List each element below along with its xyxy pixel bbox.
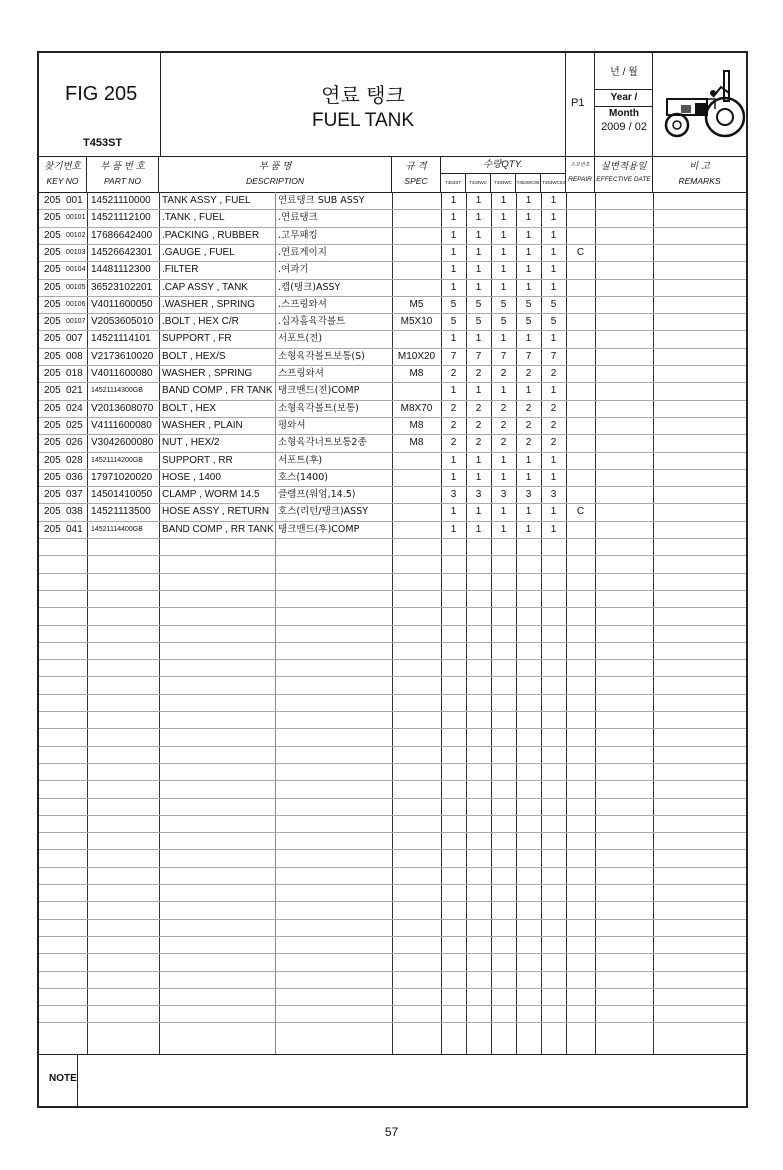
row-fig: 205 bbox=[44, 195, 61, 206]
row-qty: 2 bbox=[475, 419, 482, 431]
table-row bbox=[39, 261, 746, 278]
row-qty: 3 bbox=[500, 489, 507, 501]
row-qty: 1 bbox=[550, 454, 557, 466]
row-desc-ko: .스프링와셔 bbox=[278, 298, 327, 310]
table-row bbox=[39, 244, 746, 261]
row-desc-ko: 탱크밴드(전)COMP bbox=[278, 385, 360, 397]
row-fig: 205 bbox=[44, 246, 61, 258]
header bbox=[39, 53, 746, 157]
row-part-no: V4111600080 bbox=[91, 419, 152, 431]
col-effective bbox=[595, 156, 653, 192]
row-qty: 2 bbox=[525, 419, 532, 431]
row-qty: 2 bbox=[475, 402, 482, 414]
row-spec: M8 bbox=[409, 368, 424, 379]
row-qty: 1 bbox=[525, 212, 532, 224]
row-qty: 1 bbox=[450, 281, 457, 293]
row-desc-ko: 소형육각너트보통2종 bbox=[278, 437, 367, 449]
table-row bbox=[39, 227, 746, 244]
row-key: 00104 bbox=[66, 266, 86, 274]
row-key: 041 bbox=[66, 523, 83, 535]
row-desc-ko: .고무패킹 bbox=[278, 229, 318, 241]
row-qty: 5 bbox=[525, 298, 532, 310]
row-part-no: V4011600050 bbox=[91, 298, 153, 310]
row-desc-en: .CAP ASSY , TANK bbox=[162, 281, 248, 293]
col-remarks-en: REMARKS bbox=[678, 176, 721, 186]
col-desc-ko: 부 품 명 bbox=[258, 161, 292, 172]
col-remarks bbox=[653, 156, 746, 192]
row-qty: 1 bbox=[450, 229, 457, 241]
row-spec: M8 bbox=[409, 437, 424, 449]
row-key: 038 bbox=[66, 506, 83, 518]
row-qty: 1 bbox=[450, 333, 457, 345]
row-part-no: 14501410050 bbox=[91, 489, 153, 501]
row-fig: 205 bbox=[44, 316, 61, 328]
row-key: 037 bbox=[66, 489, 83, 501]
row-qty: 1 bbox=[525, 246, 532, 258]
row-desc-en: BAND COMP , FR TANK bbox=[162, 385, 273, 397]
row-qty: 1 bbox=[550, 229, 557, 241]
row-qty: 1 bbox=[475, 471, 482, 483]
row-key: 00107 bbox=[66, 318, 86, 326]
table-row bbox=[39, 400, 746, 417]
row-qty: 1 bbox=[500, 264, 507, 276]
table-row bbox=[39, 209, 746, 226]
row-qty: 1 bbox=[525, 385, 532, 397]
row-spec: M8 bbox=[409, 419, 424, 431]
row-qty: 1 bbox=[500, 471, 507, 483]
note-section bbox=[39, 1054, 746, 1107]
row-qty: 3 bbox=[475, 489, 482, 501]
row-desc-en: TANK ASSY , FUEL bbox=[162, 195, 251, 206]
row-qty: 1 bbox=[475, 506, 482, 518]
row-key: 00103 bbox=[66, 248, 86, 256]
row-desc-ko: .연료게이지 bbox=[278, 246, 327, 258]
row-qty: 2 bbox=[450, 419, 457, 431]
row-fig: 205 bbox=[44, 350, 61, 362]
col-spec-en: SPEC bbox=[404, 176, 428, 186]
year-month-korean: 년 / 월 bbox=[610, 67, 638, 78]
row-fig: 205 bbox=[44, 523, 61, 535]
row-qty: 1 bbox=[500, 454, 507, 466]
qty-model-1: T453ST bbox=[441, 174, 466, 192]
col-repair-en: REPAIR bbox=[568, 176, 592, 183]
row-qty: 5 bbox=[475, 298, 482, 310]
row-part-no: 14521112100 bbox=[91, 212, 151, 224]
col-repair bbox=[566, 156, 595, 192]
qty-model-4: T453WC96 bbox=[516, 174, 541, 192]
title-cell bbox=[161, 53, 566, 156]
row-key: 028 bbox=[66, 454, 83, 466]
row-desc-ko: .여과기 bbox=[278, 264, 309, 276]
row-desc-en: CLAMP , WORM 14.5 bbox=[162, 489, 260, 501]
row-fig: 205 bbox=[44, 212, 61, 224]
qty-model-3: T493WC bbox=[491, 174, 516, 192]
row-qty: 7 bbox=[500, 350, 507, 362]
model-name: T453ST bbox=[83, 137, 123, 149]
row-fig: 205 bbox=[44, 281, 61, 293]
row-fig: 205 bbox=[44, 333, 61, 345]
row-desc-en: BOLT , HEX bbox=[162, 402, 217, 414]
row-fig: 205 bbox=[44, 385, 61, 397]
row-qty: 2 bbox=[550, 402, 557, 414]
row-qty: 3 bbox=[450, 489, 457, 501]
row-qty: 1 bbox=[525, 264, 532, 276]
row-qty: 5 bbox=[475, 316, 482, 328]
row-qty: 1 bbox=[500, 385, 507, 397]
row-qty: 1 bbox=[475, 385, 482, 397]
row-fig: 205 bbox=[44, 229, 61, 241]
row-qty: 1 bbox=[550, 523, 557, 535]
row-desc-ko: 연료탱크 SUB ASSY bbox=[278, 195, 365, 206]
row-desc-en: WASHER , PLAIN bbox=[162, 419, 243, 431]
row-desc-en: WASHER , SPRING bbox=[162, 368, 253, 379]
table-row bbox=[39, 469, 746, 486]
table-row bbox=[39, 192, 746, 209]
table-row bbox=[39, 521, 746, 538]
row-qty: 2 bbox=[550, 437, 557, 449]
row-key: 026 bbox=[66, 437, 83, 449]
col-part-en: PART NO bbox=[104, 176, 141, 186]
row-desc-ko: 스프링와셔 bbox=[278, 368, 324, 379]
row-qty: 1 bbox=[475, 523, 482, 535]
row-spec: M8X70 bbox=[400, 402, 433, 414]
row-qty: 1 bbox=[525, 229, 532, 241]
row-part-no: V2053605010 bbox=[91, 316, 154, 328]
row-qty: 1 bbox=[450, 264, 457, 276]
row-part-no: 14481112300 bbox=[91, 264, 151, 276]
row-qty: 3 bbox=[550, 489, 557, 501]
row-qty: 1 bbox=[500, 506, 507, 518]
row-qty: 1 bbox=[525, 281, 532, 293]
table-row bbox=[39, 417, 746, 434]
row-desc-en: HOSE , 1400 bbox=[162, 471, 221, 483]
row-qty: 2 bbox=[500, 419, 507, 431]
row-desc-ko: 평와셔 bbox=[278, 419, 306, 431]
col-key bbox=[39, 156, 87, 192]
row-qty: 2 bbox=[450, 368, 457, 379]
row-qty: 2 bbox=[500, 402, 507, 414]
title-english: FUEL TANK bbox=[311, 110, 415, 131]
row-qty: 5 bbox=[550, 298, 557, 310]
row-qty: 1 bbox=[550, 281, 557, 293]
row-qty: 1 bbox=[500, 281, 507, 293]
row-desc-ko: 소형육각볼트보통(S) bbox=[278, 350, 365, 362]
qty-model-2: T433WC bbox=[466, 174, 491, 192]
row-qty: 1 bbox=[550, 385, 557, 397]
col-spec-ko: 규 격 bbox=[405, 161, 427, 172]
row-desc-ko: 소형육각볼트(보통) bbox=[278, 402, 359, 414]
row-desc-ko: 클램프(워엄,14.5) bbox=[278, 489, 356, 501]
row-desc-ko: 서포트(전) bbox=[278, 333, 323, 345]
column-headers bbox=[39, 156, 746, 193]
row-desc-ko: .연료탱크 bbox=[278, 212, 318, 224]
row-key: 00105 bbox=[66, 283, 86, 291]
table-row bbox=[39, 330, 746, 347]
table-row bbox=[39, 503, 746, 520]
row-qty: 1 bbox=[475, 195, 482, 206]
title-korean: 연료 탱크 bbox=[321, 83, 405, 107]
row-qty: 1 bbox=[475, 454, 482, 466]
year-month-cell bbox=[595, 53, 653, 156]
row-qty: 2 bbox=[525, 402, 532, 414]
row-part-no: V3042600080 bbox=[91, 437, 154, 449]
row-part-no: 14521114300GB bbox=[91, 387, 143, 395]
row-qty: 1 bbox=[475, 333, 482, 345]
row-repair: C bbox=[576, 246, 585, 258]
row-fig: 205 bbox=[44, 506, 61, 518]
table-row bbox=[39, 279, 746, 296]
col-desc bbox=[159, 156, 392, 192]
row-qty: 2 bbox=[475, 437, 482, 449]
row-part-no: 36523102201 bbox=[91, 281, 153, 293]
row-desc-en: .WASHER , SPRING bbox=[162, 298, 255, 310]
tractor-icon bbox=[655, 59, 745, 151]
row-spec: M5X10 bbox=[400, 316, 433, 328]
row-desc-ko: 서포트(후) bbox=[278, 454, 323, 466]
table-row bbox=[39, 434, 746, 451]
row-key: 036 bbox=[66, 471, 83, 483]
row-part-no: V2013608070 bbox=[91, 402, 154, 414]
row-qty: 5 bbox=[450, 298, 457, 310]
row-qty: 5 bbox=[550, 316, 557, 328]
table-row bbox=[39, 313, 746, 330]
row-qty: 1 bbox=[475, 212, 482, 224]
row-qty: 1 bbox=[500, 246, 507, 258]
row-part-no: 14521113500 bbox=[91, 506, 151, 518]
row-qty: 5 bbox=[500, 298, 507, 310]
row-qty: 1 bbox=[550, 264, 557, 276]
row-qty: 1 bbox=[500, 523, 507, 535]
row-part-no: 17686642400 bbox=[91, 229, 153, 241]
col-desc-en: DESCRIPTION bbox=[245, 176, 305, 186]
row-qty: 1 bbox=[525, 454, 532, 466]
table-row bbox=[39, 296, 746, 313]
table-row bbox=[39, 382, 746, 399]
col-part-ko: 부 품 번 호 bbox=[100, 161, 145, 172]
fig-cell bbox=[39, 53, 161, 156]
table-row bbox=[39, 348, 746, 365]
page-code: P1 bbox=[571, 97, 585, 109]
row-qty: 1 bbox=[525, 195, 532, 206]
row-key: 025 bbox=[66, 419, 83, 431]
col-spec bbox=[392, 156, 441, 192]
row-qty: 1 bbox=[525, 333, 532, 345]
row-desc-en: .PACKING , RUBBER bbox=[162, 229, 260, 241]
fig-number: FIG 205 bbox=[65, 83, 138, 105]
row-desc-en: .FILTER bbox=[162, 264, 199, 276]
row-fig: 205 bbox=[44, 402, 61, 414]
row-qty: 1 bbox=[450, 195, 457, 206]
row-fig: 205 bbox=[44, 419, 61, 431]
parts-table-body bbox=[39, 192, 746, 1054]
row-qty: 1 bbox=[550, 471, 557, 483]
row-key: 018 bbox=[66, 368, 83, 379]
row-qty: 1 bbox=[550, 212, 557, 224]
note-label: NOTE bbox=[49, 1073, 77, 1084]
year-month-value: 2009 / 02 bbox=[601, 121, 647, 133]
row-part-no: 14521114200GB bbox=[91, 456, 143, 464]
row-key: 008 bbox=[66, 350, 83, 362]
row-fig: 205 bbox=[44, 454, 61, 466]
row-part-no: 14521114400GB bbox=[91, 525, 143, 533]
row-qty: 5 bbox=[500, 316, 507, 328]
row-spec: M5 bbox=[409, 298, 424, 310]
page-code-cell bbox=[566, 53, 595, 156]
row-qty: 1 bbox=[550, 195, 557, 206]
table-row bbox=[39, 452, 746, 469]
row-fig: 205 bbox=[44, 368, 61, 379]
row-desc-ko: 탱크밴드(후)COMP bbox=[278, 523, 360, 535]
row-qty: 1 bbox=[525, 506, 532, 518]
row-qty: 2 bbox=[500, 437, 507, 449]
row-qty: 2 bbox=[450, 437, 457, 449]
col-qty bbox=[441, 156, 566, 192]
row-qty: 1 bbox=[450, 385, 457, 397]
row-desc-en: .BOLT , HEX C/R bbox=[162, 316, 239, 328]
row-key: 00101 bbox=[66, 214, 86, 222]
row-part-no: V2173610020 bbox=[91, 350, 154, 362]
qty-model-5: T453WC53 bbox=[542, 180, 565, 185]
row-qty: 1 bbox=[550, 506, 557, 518]
row-part-no: V4011600080 bbox=[91, 368, 153, 379]
row-qty: 1 bbox=[475, 264, 482, 276]
row-qty: 1 bbox=[550, 246, 557, 258]
row-desc-en: BOLT , HEX/S bbox=[162, 350, 226, 362]
table-row bbox=[39, 486, 746, 503]
row-key: 007 bbox=[66, 333, 83, 345]
row-qty: 1 bbox=[525, 471, 532, 483]
row-qty: 1 bbox=[450, 523, 457, 535]
row-spec: M10X20 bbox=[397, 350, 436, 362]
col-effective-en: EFFECTIVE DATE bbox=[596, 176, 651, 183]
row-desc-ko: .캡(탱크)ASSY bbox=[278, 281, 341, 293]
row-qty: 3 bbox=[525, 489, 532, 501]
row-repair: C bbox=[576, 506, 585, 518]
row-qty: 1 bbox=[475, 246, 482, 258]
row-key: 001 bbox=[66, 195, 83, 206]
row-qty: 1 bbox=[525, 523, 532, 535]
page-number: 57 bbox=[384, 1125, 399, 1139]
row-qty: 1 bbox=[500, 229, 507, 241]
row-qty: 1 bbox=[475, 229, 482, 241]
row-qty: 1 bbox=[450, 471, 457, 483]
row-qty: 7 bbox=[525, 350, 532, 362]
row-qty: 2 bbox=[475, 368, 482, 379]
row-qty: 1 bbox=[550, 333, 557, 345]
row-qty: 2 bbox=[525, 437, 532, 449]
row-part-no: 17971020020 bbox=[91, 471, 153, 483]
col-part bbox=[87, 156, 159, 192]
row-part-no: 14526642301 bbox=[91, 246, 153, 258]
row-qty: 2 bbox=[550, 419, 557, 431]
col-key-en: KEY NO bbox=[46, 176, 79, 186]
col-qty-ko: 수량QTY. bbox=[441, 156, 565, 174]
row-fig: 205 bbox=[44, 437, 61, 449]
row-desc-en: .GAUGE , FUEL bbox=[162, 246, 235, 258]
row-qty: 1 bbox=[450, 454, 457, 466]
col-effective-ko: 실변적용일 bbox=[600, 161, 647, 172]
row-qty: 1 bbox=[450, 212, 457, 224]
table-row bbox=[39, 365, 746, 382]
row-qty: 1 bbox=[500, 195, 507, 206]
row-part-no: 14521110000 bbox=[91, 195, 151, 206]
row-qty: 7 bbox=[450, 350, 457, 362]
row-qty: 2 bbox=[525, 368, 532, 379]
row-qty: 5 bbox=[450, 316, 457, 328]
row-part-no: 14521114101 bbox=[91, 333, 151, 345]
row-qty: 1 bbox=[500, 212, 507, 224]
row-desc-en: SUPPORT , RR bbox=[162, 454, 233, 466]
row-key: 00106 bbox=[66, 300, 86, 308]
row-desc-en: BAND COMP , RR TANK bbox=[162, 523, 274, 535]
row-qty: 2 bbox=[550, 368, 557, 379]
row-qty: 5 bbox=[525, 316, 532, 328]
col-repair-ko: 소모번호 bbox=[570, 162, 590, 168]
row-qty: 1 bbox=[450, 506, 457, 518]
year-month-english: Year / Month bbox=[595, 89, 653, 107]
row-fig: 205 bbox=[44, 471, 61, 483]
row-fig: 205 bbox=[44, 264, 61, 276]
row-desc-en: SUPPORT , FR bbox=[162, 333, 232, 345]
row-qty: 2 bbox=[500, 368, 507, 379]
row-desc-ko: .십자홈육각볼트 bbox=[278, 316, 346, 328]
row-key: 00102 bbox=[66, 231, 86, 239]
row-qty: 1 bbox=[500, 333, 507, 345]
row-desc-en: NUT , HEX/2 bbox=[162, 437, 220, 449]
row-qty: 1 bbox=[450, 246, 457, 258]
row-qty: 2 bbox=[450, 402, 457, 414]
row-desc-en: HOSE ASSY , RETURN bbox=[162, 506, 270, 518]
parts-list-frame bbox=[37, 51, 748, 1108]
row-qty: 7 bbox=[475, 350, 482, 362]
row-key: 024 bbox=[66, 402, 83, 414]
row-qty: 1 bbox=[475, 281, 482, 293]
col-key-ko: 찾기번호 bbox=[44, 161, 81, 172]
row-key: 021 bbox=[66, 385, 83, 397]
row-qty: 7 bbox=[550, 350, 557, 362]
row-desc-ko: 호스(리턴/탱크)ASSY bbox=[278, 506, 369, 518]
col-remarks-ko: 비 고 bbox=[689, 161, 710, 172]
row-fig: 205 bbox=[44, 489, 61, 501]
row-desc-ko: 호스(1400) bbox=[278, 471, 328, 483]
row-desc-en: .TANK , FUEL bbox=[162, 212, 225, 224]
row-fig: 205 bbox=[44, 298, 61, 310]
